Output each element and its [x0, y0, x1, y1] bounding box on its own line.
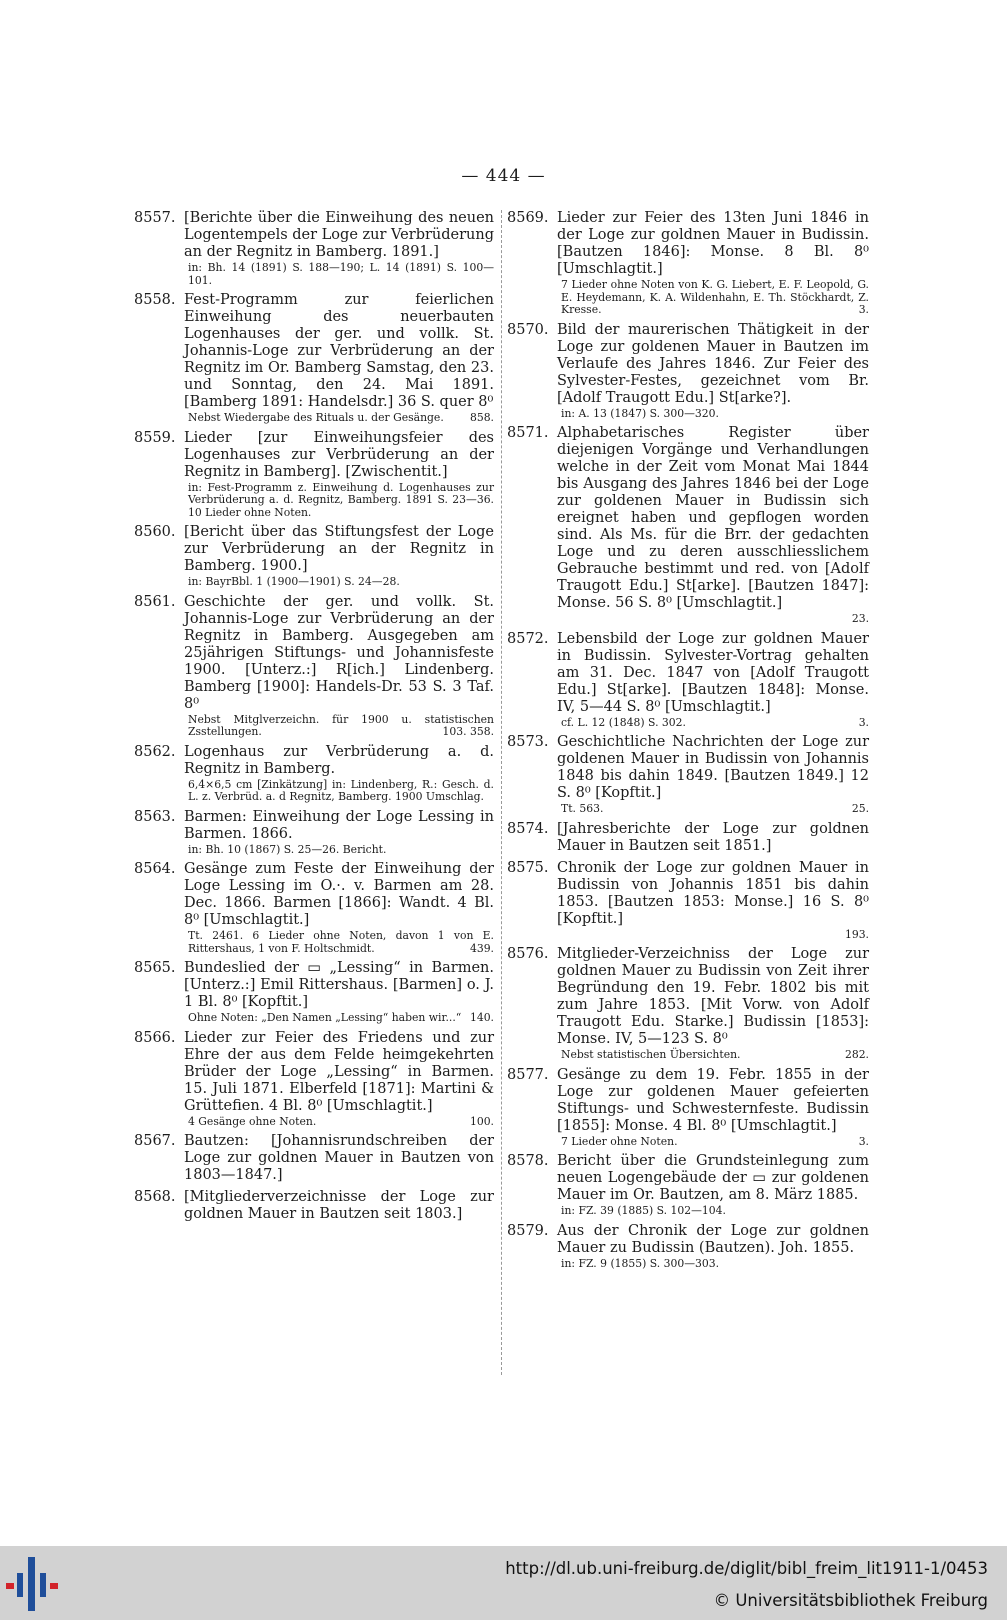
entry-text: Bild der maurerischen Thätigkeit in der Loge zur goldenen Mauer in Bautzen im Verlaufe des Jahres 1846. Zur Feier des Sylvester-Festes, gezeichnet vom Br. [Adolf Traugott Edu.] St[arke?]. — [557, 321, 869, 406]
entry-note-text: Nebst Mitglverzeichn. für 1900 u. statistischen Zsstellungen. — [188, 712, 494, 738]
entry-note-text: in: Fest-Programm z. Einweihung d. Logenhauses zur Verbrüderung a. d. Regnitz, Bamberg. 1891 S. 23—36. 10 Lieder ohne Noten. — [188, 480, 494, 519]
entry-number: 8578. — [507, 1153, 549, 1169]
entry-text: Bundeslied der ▭ „Lessing“ in Barmen. [Unterz.:] Emil Rittershaus. [Barmen] o. J. 1 Bl. 8⁰ [Kopftit.] — [184, 960, 494, 1010]
entry-note-text: in: FZ. 9 (1855) S. 300—303. — [561, 1256, 720, 1270]
entry-number: 8567. — [134, 1133, 176, 1149]
entry-number: 8576. — [507, 946, 549, 962]
entry-text: Gesänge zum Feste der Einweihung der Loge Lessing im O.·. v. Barmen am 28. Dec. 1866. Barmen [1866]: Wandt. 4 Bl. 8⁰ [Umschlagtit.] — [184, 861, 494, 928]
entry-note — [557, 279, 869, 317]
entry-text: Lieder zur Feier des 13ten Juni 1846 in der Loge zur goldnen Mauer in Budissin. [Bautzen 1846]: Monse. 8 Bl. 8⁰ [Umschlagtit.] — [557, 210, 869, 277]
entry-text: Logenhaus zur Verbrüderung a. d. Regnitz in Bamberg. — [184, 743, 494, 777]
entry-text: Aus der Chronik der Loge zur goldnen Mauer zu Budissin (Bautzen). Joh. 1855. — [557, 1222, 869, 1256]
entry — [507, 946, 869, 1062]
footer-bar — [0, 1546, 1007, 1620]
entry-note-text: in: Bh. 10 (1867) S. 25—26. Bericht. — [188, 842, 387, 856]
entry-note — [184, 930, 494, 955]
entry-note — [184, 779, 494, 804]
left-column — [134, 210, 494, 1228]
entry-text: [Berichte über die Einweihung des neuen Logentempels der Loge zur Verbrüderung an der Regnitz in Bamberg. 1891.] — [184, 210, 494, 260]
entry-note — [557, 613, 869, 626]
entry — [134, 292, 494, 425]
entry-number: 8563. — [134, 808, 176, 825]
entry-note-text: Nebst statistischen Übersichten. — [561, 1048, 741, 1061]
entry-note-text: in: BayrBbl. 1 (1900—1901) S. 24—28. — [188, 575, 400, 588]
entry-number: 8570. — [507, 321, 549, 338]
entry-number: 8561. — [134, 593, 176, 610]
entry-text: Alphabetarisches Register über diejenigen Vorgänge und Verhandlungen welche in der Zeit vom Monat Mai 1844 bis Ausgang des Jahres 1846 bei der Loge zur goldenen Mauer in Budissin sich ereignet haben und gepflogen worden sind. Als Ms. für die Brr. der gedachten Loge und zu deren ausschliesslichem Gebrauche bestimmt und red. von [Adolf Traugott Edu.] St[arke]. [Bautzen 1847]: Monse. 56 S. 8⁰ [Umschlagtit.] — [557, 425, 869, 611]
entry-note-text: Nebst Wiedergabe des Rituals u. der Gesänge. — [188, 411, 444, 424]
entry-note — [557, 1136, 869, 1149]
entry-note-number: 3. — [858, 303, 869, 316]
entry — [507, 860, 869, 942]
entry-note-number: 25. — [851, 802, 869, 815]
entry-note-text: 4 Gesänge ohne Noten. — [188, 1114, 317, 1128]
entry-text: Lieder [zur Einweihungsfeier des Logenhauses zur Verbrüderung an der Regnitz in Bamberg]. [Zwischentit.] — [184, 429, 494, 480]
entry-text: Lieder zur Feier des Friedens und zur Ehre der aus dem Felde heimgekehrten Brüder der Loge „Lessing“ in Barmen. 15. Juli 1871. Elberfeld [1871]: Martini & Grüttefien. 4 Bl. 8⁰ [Umschlagtit.] — [184, 1029, 494, 1114]
entry-note-text: 7 Lieder ohne Noten. — [561, 1134, 678, 1148]
entry — [507, 322, 869, 421]
entry-note-number: 3. — [858, 1134, 869, 1148]
entry-number: 8568. — [134, 1189, 176, 1205]
entry-note — [557, 1205, 869, 1218]
entry — [507, 734, 869, 816]
entry-text: [Jahresberichte der Loge zur goldnen Mauer in Bautzen seit 1851.] — [557, 820, 869, 854]
entry-text: Bautzen: [Johannisrundschreiben der Loge zur goldnen Mauer in Bautzen von 1803—1847.] — [184, 1133, 494, 1183]
entry-note — [184, 482, 494, 520]
entry-note-number: 3. — [858, 715, 869, 729]
entry-number: 8562. — [134, 743, 176, 760]
entry — [134, 809, 494, 857]
entry-number: 8557. — [134, 210, 176, 226]
entry-note-text: Tt. 563. — [561, 802, 604, 815]
entry — [134, 1030, 494, 1129]
entry — [507, 1223, 869, 1271]
entry-number: 8575. — [507, 859, 549, 876]
entry-text: Geschichte der ger. und vollk. St. Johannis-Loge zur Verbrüderung an der Regnitz in Bamberg. Ausgegeben am 25jährigen Stiftungs- und Johannisfeste 1900. [Unterz.:] R[ich.] Lindenberg. Bamberg [1900]: Handels-Dr. 53 S. 3 Taf. 8⁰ — [184, 593, 494, 712]
entry — [134, 430, 494, 520]
entry — [507, 821, 869, 855]
entry-note-number: 282. — [844, 1048, 869, 1061]
entry-note — [184, 1116, 494, 1129]
entry-text: [Bericht über das Stiftungsfest der Loge zur Verbrüderung an der Regnitz in Bamberg. 1900.] — [184, 524, 494, 574]
footer-url[interactable]: http://dl.ub.uni-freiburg.de/diglit/bibl_freim_lit1911-1/0453 — [505, 1559, 988, 1578]
entry — [507, 425, 869, 626]
entry-note-number: 100. — [469, 1114, 494, 1128]
entry-note-number: 23. — [851, 612, 869, 625]
entry-text: Chronik der Loge zur goldnen Mauer in Budissin von Johannis 1851 bis dahin 1853. [Bautzen 1853: Monse.] 16 S. 8⁰ [Kopftit.] — [557, 859, 869, 927]
entry-note-number: 858. — [469, 411, 494, 424]
entry-note — [184, 262, 494, 287]
entry — [507, 210, 869, 317]
entry-note-text: in: FZ. 39 (1885) S. 102—104. — [561, 1204, 726, 1217]
entry — [134, 1189, 494, 1223]
entry-note — [557, 929, 869, 942]
entry — [507, 1067, 869, 1149]
entry — [134, 594, 494, 739]
entry-text: Gesänge zu dem 19. Febr. 1855 in der Loge zur goldenen Mauer gefeierten Stiftungs- und Schwesternfeste. Budissin [1855]: Monse. 4 Bl. 8⁰ [Umschlagtit.] — [557, 1066, 869, 1134]
entry — [134, 744, 494, 804]
entry-number: 8577. — [507, 1066, 549, 1083]
entry — [134, 861, 494, 955]
entry — [134, 960, 494, 1025]
entry-number: 8558. — [134, 292, 176, 308]
entry-note-number: 103. 358. — [442, 725, 494, 738]
entry-number: 8560. — [134, 524, 176, 540]
entry-note — [184, 714, 494, 739]
entry-number: 8566. — [134, 1029, 176, 1046]
entry-text: Bericht über die Grundsteinlegung zum neuen Logengebäude der ▭ zur goldenen Mauer im Or. Bautzen, am 8. März 1885. — [557, 1153, 869, 1203]
page-number: — 444 — — [461, 166, 546, 186]
entry-note-number: 439. — [469, 941, 494, 955]
entry — [134, 524, 494, 589]
entry-note — [184, 412, 494, 425]
entry-number: 8569. — [507, 210, 549, 226]
entry-note-text: in: A. 13 (1847) S. 300—320. — [561, 406, 719, 420]
entry-note — [557, 803, 869, 816]
entry-note — [557, 1258, 869, 1271]
entry-text: Barmen: Einweihung der Loge Lessing in Barmen. 1866. — [184, 808, 494, 842]
library-logo-icon — [4, 1551, 66, 1615]
column-divider — [501, 210, 502, 1375]
entry-note-text: in: Bh. 14 (1891) S. 188—190; L. 14 (1891) S. 100—101. — [188, 261, 494, 287]
entry-number: 8573. — [507, 734, 549, 750]
entry-text: Mitglieder-Verzeichniss der Loge zur goldnen Mauer zu Budissin von Zeit ihrer Begründung den 19. Febr. 1802 bis mit zum Jahre 1853. [Mit Vorw. von Adolf Traugott Edu. Starke.] Budissin [1853]: Monse. IV, 5—123 S. 8⁰ — [557, 946, 869, 1047]
entry-text: Lebensbild der Loge zur goldnen Mauer in Budissin. Sylvester-Vortrag gehalten am 31. Dec. 1847 von [Adolf Traugott Edu.] St[arke]. [Bautzen 1848]: Monse. IV, 5—44 S. 8⁰ [Umschlagtit.] — [557, 630, 869, 715]
entry-number: 8574. — [507, 820, 549, 837]
entry-note-text: Tt. 2461. 6 Lieder ohne Noten, davon 1 von E. Rittershaus, 1 von F. Holtschmidt. — [188, 929, 494, 955]
entry — [507, 631, 869, 730]
entry-number: 8559. — [134, 429, 176, 446]
entry-number: 8572. — [507, 630, 549, 647]
entry-note-text: Ohne Noten: „Den Namen „Lessing“ haben wir...“ — [188, 1011, 462, 1024]
entry-number: 8571. — [507, 425, 549, 441]
entry — [507, 1153, 869, 1218]
entry — [134, 210, 494, 287]
entry-note-number: 140. — [469, 1011, 494, 1024]
entry-number: 8565. — [134, 960, 176, 976]
entry-note — [184, 576, 494, 589]
entry — [134, 1133, 494, 1184]
entry-number: 8579. — [507, 1222, 549, 1239]
entry-note — [557, 408, 869, 421]
entry-note — [557, 1049, 869, 1062]
entry-text: [Mitgliederverzeichnisse der Loge zur goldnen Mauer in Bautzen seit 1803.] — [184, 1189, 494, 1222]
footer-copyright: © Universitätsbibliothek Freiburg — [713, 1591, 988, 1610]
entry-text: Fest-Programm zur feierlichen Einweihung des neuerbauten Logenhauses der ger. und vollk. St. Johannis-Loge zur Verbrüderung an der Regnitz im Or. Bamberg Samstag, den 23. und Sonntag, den 24. Mai 1891. [Bamberg 1891: Handelsdr.] 36 S. quer 8⁰ — [184, 292, 494, 410]
entry-note-text: 7 Lieder ohne Noten von K. G. Liebert, E. F. Leopold, G. E. Heydemann, K. A. Wildenhahn, E. Th. Stöckhardt, Z. Kresse. — [561, 278, 869, 316]
right-column — [507, 210, 869, 1275]
entry-note — [184, 844, 494, 857]
entry-note — [557, 717, 869, 730]
entry-note-text: cf. L. 12 (1848) S. 302. — [561, 715, 686, 729]
entry-note — [184, 1012, 494, 1025]
entry-note-text: 6,4×6,5 cm [Zinkätzung] in: Lindenberg, R.: Gesch. d. L. z. Verbrüd. a. d Regnitz, Bamberg. 1900 Umschlag. — [188, 777, 494, 803]
entry-note-number: 193. — [844, 927, 869, 941]
entry-text: Geschichtliche Nachrichten der Loge zur goldenen Mauer in Budissin von Johannis 1848 bis dahin 1849. [Bautzen 1849.] 12 S. 8⁰ [Kopftit.] — [557, 734, 869, 801]
entry-number: 8564. — [134, 861, 176, 877]
